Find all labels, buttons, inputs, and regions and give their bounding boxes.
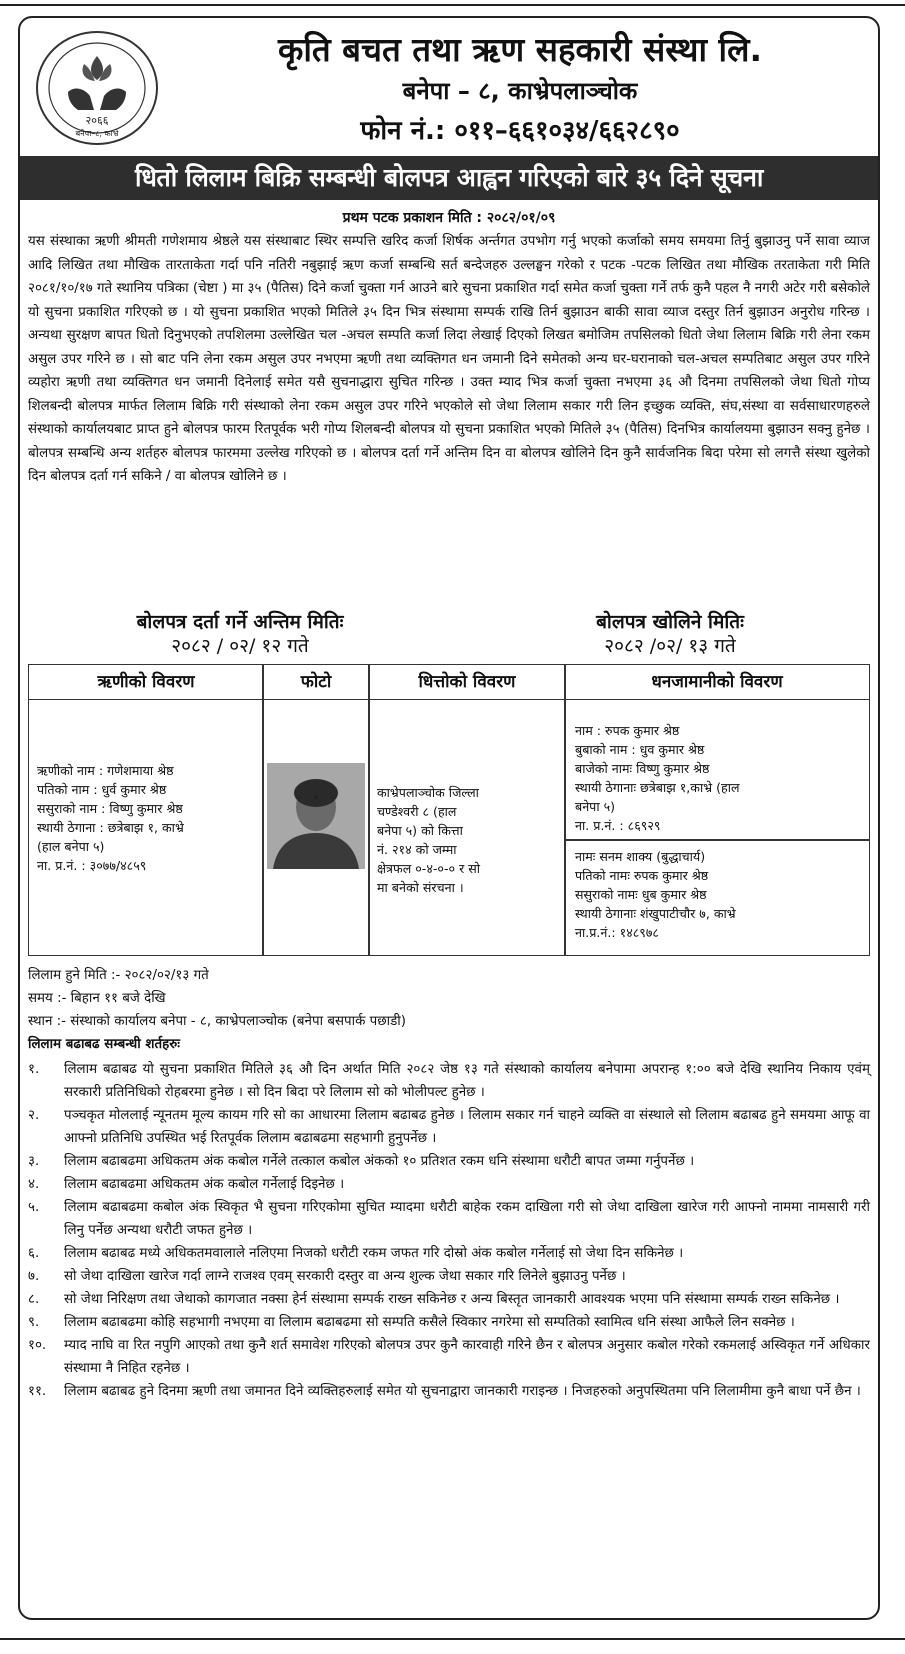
publication-date: प्रथम पटक प्रकाशन मिति : २०८२/०१/०९	[342, 210, 556, 226]
org-address: बनेपा – ८, काभ्रेपलाञ्चोक	[402, 77, 638, 105]
col-divider	[262, 665, 264, 955]
guarantor-2-father-in-law: ससुराको नामः धुब कुमार श्रेष्ठ	[575, 887, 707, 902]
opening-date-block	[490, 610, 850, 658]
details-table	[28, 664, 870, 956]
condition-number: १.	[28, 1062, 40, 1077]
condition-number: ७.	[28, 1269, 40, 1284]
submission-deadline	[60, 610, 420, 658]
guarantor-1-details	[575, 721, 865, 835]
auction-date: लिलाम हुने मिति :- २०८२/०२/१३ गते	[28, 968, 209, 983]
header-guarantor: धनजामानीको विवरण	[565, 665, 869, 700]
guarantor-1-name: नाम : रुपक कुमार श्रेष्ठ	[575, 723, 680, 738]
condition-item	[28, 1265, 870, 1288]
condition-number: ४.	[28, 1177, 40, 1192]
condition-item	[28, 1058, 870, 1104]
condition-number: ६.	[28, 1246, 40, 1261]
conditions-title: लिलाम बढाबढ सम्बन्धी शर्तहरुः	[28, 1037, 180, 1052]
borrower-citizenship: ना. प्र.नं. : ३०७७/४८५९	[37, 858, 147, 873]
opening-date: २०८२ /०२/ १३ गते	[604, 635, 736, 657]
header-borrower: ऋणीको विवरण	[29, 665, 263, 700]
condition-number: ५.	[28, 1200, 40, 1215]
portrait-icon	[267, 763, 365, 869]
condition-item	[28, 1173, 870, 1196]
notice-body: यस संस्थाका ऋणी श्रीमती गणेशमाय श्रेष्ठले यस संस्थाबाट स्थिर सम्पत्ति खरिद कर्जा शिर्षक अर्न्तगत उपभोग गर्नु भएको कर्जाको समय समयमा तिर्नु बुझाउनु पर्ने सावा व्याज आदि लिखित तथा मौखिक तारताकेता गर्दा पनि नतिरी नबुझाई ऋण कर्जा सम्बन्धि सर्त बन्देजहरु उल्लङ्घन गरेको र पटक -पटक लिखित तथा मौखिक तरताकेता गरी मिति २०८१/१०/१७ गते स्थानिय पत्रिका (चेष्टा ) मा ३५ (पैतिस) दिने कर्जा चुक्ता गर्न आउने बारे सुचना प्रकाशित गर्दा समेत कर्जा चुक्ता गर्ने तर्फ कुनै पहल नै नगरी अटेर गरी बसेकोले यो सुचना प्रकाशित गरिएको छ । यो सुचना प्रकाशित भएको मितिले ३५ दिन भित्र संस्थामा सम्पर्क राखि तिर्न बुझाउन बाकी सावा व्याज दस्तुर तिर्न बुझाउन अनुरोध गरिन्छ । अन्यथा सुरक्षण बापत धितो दिनुभएको तपशिलमा उल्लेखित चल -अचल सम्पति कर्जा लिदा लेखाई दिएको लिखत बमोजिम तपसिलको धितो जेथा लिलाम बिक्रि गरी लेना रकम असुल उपर गरिने छ । सो बाट पनि लेना रकम असुल उपर नभएमा ऋणी तथा व्यक्तिगत धन जमानी दिने समेतको अन्य घर-घरानाको चल-अचल सम्पतिबाट असुल उपर गरिने व्यहोरा ऋणी तथा व्यक्तिगत धन जमानी दिनेलाई समेत यसै सुचनाद्धारा सुचित गरिन्छ । उक्त म्याद भित्र कर्जा चुक्ता नभएमा ३६ औ दिनमा तपसिलको जेथा धितो गोप्य शिलबन्दी बोलपत्र मार्फत लिलाम बिक्रि गरी संस्थाको लेना रकम असुल उपर गरिने भएकोले सो जेथा लिलाम सकार गरी लिन इच्छुक व्यक्ति, संघ,संस्था वा सर्वसाधारणहरुले संस्थाको कार्यालयबाट प्राप्त हुने बोलपत्र फारम रितपूर्वक भरी गोप्य शिलबन्दी बोलपत्र यो सुचना प्रकाशित भएको मितिले ३५ (पैतिस) दिनभित्र कार्यालयमा बुझाउन सक्नु हुनेछ । बोलपत्र सम्बन्धि अन्य शर्तहरु बोलपत्र फारममा उल्लेख गरिएको छ । बोलपत्र दर्ता गर्ने अन्तिम दिन वा बोलपत्र खोलिने दिन कुनै सार्वजनिक बिदा परेमा सो लगत्तै संस्था खुलेको दिन बोलपत्र दर्ता गर्न सकिने / वा बोलपत्र खोलिने छ ।	[28, 234, 870, 484]
condition-text: सो जेथा निरिक्षण तथा जेथाको कागजात नक्सा हेर्न संस्थामा सम्पर्क राख्न सकिनेछ र अन्य बिस्तृत जानकारी आवश्यक भएमा पनि संस्थामा सम्पर्क राख्न सकिनेछ ।	[64, 1292, 840, 1307]
borrower-current-address: (हाल बनेपा ५)	[37, 839, 105, 854]
bottom-rule	[0, 1638, 905, 1640]
collateral-line: बनेपा ५) को कित्ता	[377, 823, 463, 838]
guarantor-2-name: नामः सनम शाक्य (बुद्धाचार्य)	[575, 849, 706, 864]
collateral-line: काभ्रेपलाञ्चोक जिल्ला	[377, 785, 479, 800]
guarantor-1-address: स्थायी ठेगानाः छत्रेबाझ १,काभ्रे (हाल	[575, 780, 740, 795]
seal-location: बनेपा–८, काभ्रे	[75, 129, 119, 138]
notice-title-banner: धितो लिलाम बिक्रि सम्बन्धी बोलपत्र आह्वन गरिएको बारे ३५ दिने सूचना	[20, 156, 878, 200]
guarantor-1-father: बुबाको नाम : धुव कुमार श्रेष्ठ	[575, 742, 705, 757]
col-divider	[564, 665, 566, 955]
condition-item	[28, 1334, 870, 1380]
condition-text: लिलाम बढाबढमा कबोल अंक स्विकृत भै सुचना गरिएकोमा सुचित म्यादमा धरौटी बाहेक रकम दाखिला गरी सो जेथा दाखिला खारेज गरी आफ्नो नाममा नामसारी गरी लिनु पर्नेछ अन्यथा धरौटी जफत हुनेछ ।	[64, 1200, 870, 1238]
borrower-details	[37, 761, 259, 875]
guarantor-1-current-address: बनेपा ५)	[575, 799, 616, 814]
submission-label: बोलपत्र दर्ता गर्ने अन्तिम मितिः	[136, 611, 344, 633]
condition-text: म्याद नाघि वा रित नपुगि आएको तथा कुनै शर्त समावेश गरिएको बोलपत्र उपर कुनै कारवाही गरिने छैन र बोलपत्र अनुसार कबोल गरेको रकमलाई अस्विकृत गर्ने अधिकार संस्थामा नै निहित रहनेछ ।	[64, 1338, 870, 1376]
conditions-list	[28, 1058, 870, 1403]
org-name: कृति बचत तथा ऋण सहकारी संस्था लि.	[277, 30, 763, 69]
condition-number: २.	[28, 1108, 40, 1123]
condition-text: पञ्चकृत मोललाई न्यूनतम मूल्य कायम गरि सो का आधारमा लिलाम बढाबढ हुनेछ । लिलाम सकार गर्न चाहने व्यक्ति वा संस्थाले सो लिलाम बढाबढ हुने समयमा आफू वा आफ्नो प्रतिनिधि उपस्थित भई रितपूर्वक लिलाम बढाबढमा सहभागी हुनुपर्नेछ ।	[64, 1108, 870, 1146]
collateral-line: मा बनेको संरचना ।	[377, 880, 464, 895]
opening-label: बोलपत्र खोलिने मितिः	[596, 611, 744, 633]
auction-info	[28, 964, 868, 1056]
notice-frame	[18, 16, 880, 1620]
condition-number: ८.	[28, 1292, 40, 1307]
collateral-line: चण्डेश्वरी ८ (हाल	[377, 804, 457, 819]
condition-item	[28, 1311, 870, 1334]
guarantor-1-grandfather: बाजेको नामः विष्णु कुमार श्रेष्ठ	[575, 761, 710, 776]
top-rule	[0, 4, 905, 6]
condition-item	[28, 1242, 870, 1265]
org-seal-icon	[34, 28, 160, 148]
seal-year: २०६६	[85, 114, 109, 127]
condition-text: लिलाम बढाबढ मध्ये अधिकतमवालाले नलिएमा निजको धरौटी रकम जफत गरि दोस्रो अंक कबोल गर्नेलाई सो जेथा दिन सकिनेछ ।	[64, 1246, 684, 1261]
guarantor-2-address: स्थायी ठेगानाः शंखुपाटीचौर ७, काभ्रे	[575, 906, 736, 921]
collateral-line: नं. २१४ को जम्मा	[377, 842, 457, 857]
condition-number: १०.	[28, 1338, 47, 1353]
condition-text: लिलाम बढाबढमा अधिकतम अंक कबोल गर्नेले तत्काल कबोल अंकको १० प्रतिशत रकम धनि संस्थामा धरौटी बापत जम्मा गर्नुपर्नेछ ।	[64, 1154, 695, 1169]
borrower-father-in-law: ससुराको नाम : विष्णु कुमार श्रेष्ठ	[37, 801, 183, 816]
borrower-husband: पतिको नाम : धुर्व कुमार श्रेष्ठ	[37, 782, 167, 797]
condition-item	[28, 1196, 870, 1242]
borrower-photo	[267, 763, 365, 869]
condition-text: लिलाम बढाबढ यो सुचना प्रकाशित मितिले ३६ औ दिन अर्थात मिति २०८२ जेष्ठ १३ गते संस्थाको कार्यालय बनेपामा अपरान्ह १:०० बजे देखि स्थानिय निकाय एवंम् सरकारी प्रतिनिधिको रोहबरमा हुनेछ । सो दिन बिदा परे लिलाम सो को भोलीपल्ट हुनेछ ।	[64, 1062, 870, 1100]
submission-date: २०८२ / ०२/ १२ गते	[171, 635, 309, 657]
org-phone: फोन नं.: ०११–६६१०३४/६६२८९०	[360, 116, 680, 146]
guarantor-1-citizenship: ना. प्र.नं. : ८६९२९	[575, 818, 661, 833]
guarantor-2-details	[575, 847, 865, 942]
condition-text: लिलाम बढाबढमा कोहि सहभागी नभएमा वा लिलाम बढाबढमा सो सम्पति कसैले स्विकार नगरेमा सो सम्पतिको स्वामित्व धनि संस्था आफैले लिन सक्नेछ ।	[64, 1315, 795, 1330]
condition-item	[28, 1380, 870, 1403]
condition-text: लिलाम बढाबढमा अधिकतम अंक कबोल गर्नेलाई दिइनेछ ।	[64, 1177, 345, 1192]
condition-item	[28, 1104, 870, 1150]
auction-time: समय :- बिहान ११ बजे देखि	[28, 991, 166, 1006]
condition-number: ३.	[28, 1154, 40, 1169]
condition-number: ९.	[28, 1315, 40, 1330]
header-photo: फोटो	[263, 665, 369, 700]
collateral-line: क्षेत्रफल ०-४-०-० र सो	[377, 861, 480, 876]
condition-item	[28, 1150, 870, 1173]
col-divider	[368, 665, 370, 955]
header-collateral: धित्तोको विवरण	[369, 665, 565, 700]
borrower-address: स्थायी ठेगाना : छत्रेबाझ १, काभ्रे	[37, 820, 184, 835]
guarantor-2-citizenship: ना.प्र.नं.: १४८९७८	[575, 925, 659, 940]
deadline-dates	[20, 610, 878, 660]
collateral-details	[377, 783, 561, 897]
borrower-name: ऋणीको नाम : गणेशमाया श्रेष्ठ	[37, 763, 174, 778]
org-header	[20, 18, 878, 158]
condition-item	[28, 1288, 870, 1311]
guarantor-2-husband: पतिको नामः रुपक कुमार श्रेष्ठ	[575, 868, 709, 883]
auction-place: स्थान :- संस्थाको कार्यालय बनेपा - ८, काभ्रेपलाञ्चोक (बनेपा बसपार्क पछाडी)	[28, 1014, 406, 1029]
condition-text: सो जेथा दाखिला खारेज गर्दा लाग्ने राजश्व एवम् सरकारी दस्तुर वा अन्य शुल्क जेथा सकार गरि लिनेले बुझाउनु पर्नेछ ।	[64, 1269, 626, 1284]
condition-number: ११.	[28, 1384, 47, 1399]
condition-text: लिलाम बढाबढ हुने दिनमा ऋणी तथा जमानत दिने व्यक्तिहरुलाई समेत यो सुचनाद्वारा जानकारी गराइन्छ । निजहरुको अनुपस्थितमा पनि लिलामीमा कुनै बाधा पर्ने छैन ।	[64, 1384, 861, 1399]
row-divider	[565, 839, 869, 841]
